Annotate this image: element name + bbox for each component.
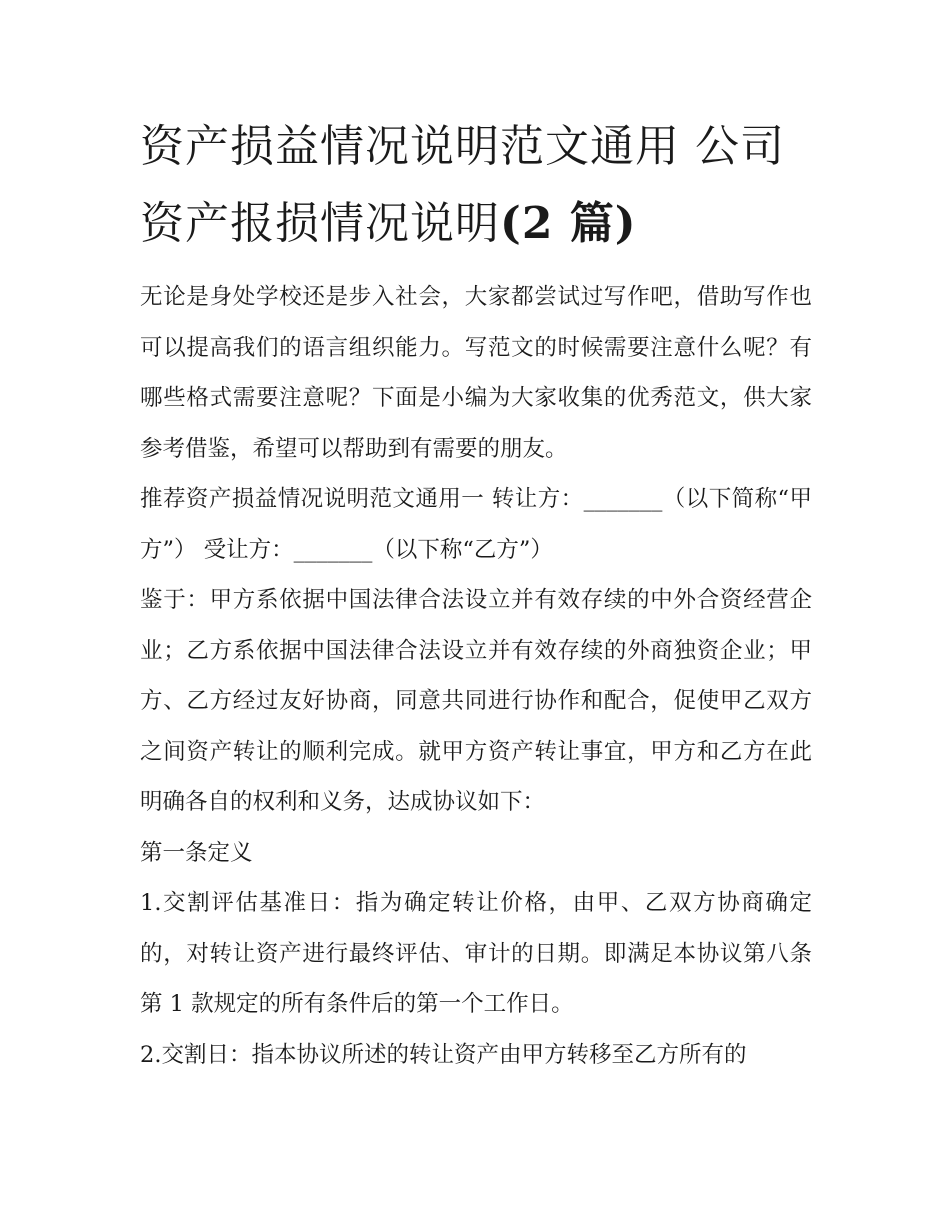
intro-paragraph: 无论是身处学校还是步入社会，大家都尝试过写作吧，借助写作也可以提高我们的语言组织能力。写范文的时候需要注意什么呢？有哪些格式需要注意呢？下面是小编为大家收集的优秀范文，供大家参考借鉴，希望可以帮助到有需要的朋友。 [140,284,812,462]
definition-item-2: 2.交割日：指本协议所述的转让资产由甲方转移至乙方所有的 [140,1041,747,1068]
recital-paragraph: 鉴于：甲方系依据中国法律合法设立并有效存续的中外合资经营企业；乙方系依据中国法律合法设立并有效存续的外商独资企业；甲方、乙方经过友好协商，同意共同进行协作和配合，促使甲乙双方之间资产转让的顺利完成。就甲方资产转让事宜，甲方和乙方在此明确各自的权利和义务，达成协议如下： [140,587,812,815]
document-title-count: (2 篇) [500,198,637,249]
article-heading: 第一条定义 [140,839,253,866]
document-title [140,108,812,262]
document-body [140,272,812,1080]
document-page [140,108,812,1080]
document-title-main: 资产损益情况说明范文通用 公司资产报损情况说明 [140,121,785,249]
parties-paragraph: 推荐资产损益情况说明范文通用一 转让方：_______（以下简称“甲方”） 受让方：_______（以下称“乙方”） [140,486,812,563]
definition-item-1: 1.交割评估基准日：指为确定转让价格，由甲、乙双方协商确定的，对转让资产进行最终评估、审计的日期。即满足本协议第八条第 1 款规定的所有条件后的第一个工作日。 [140,890,812,1017]
